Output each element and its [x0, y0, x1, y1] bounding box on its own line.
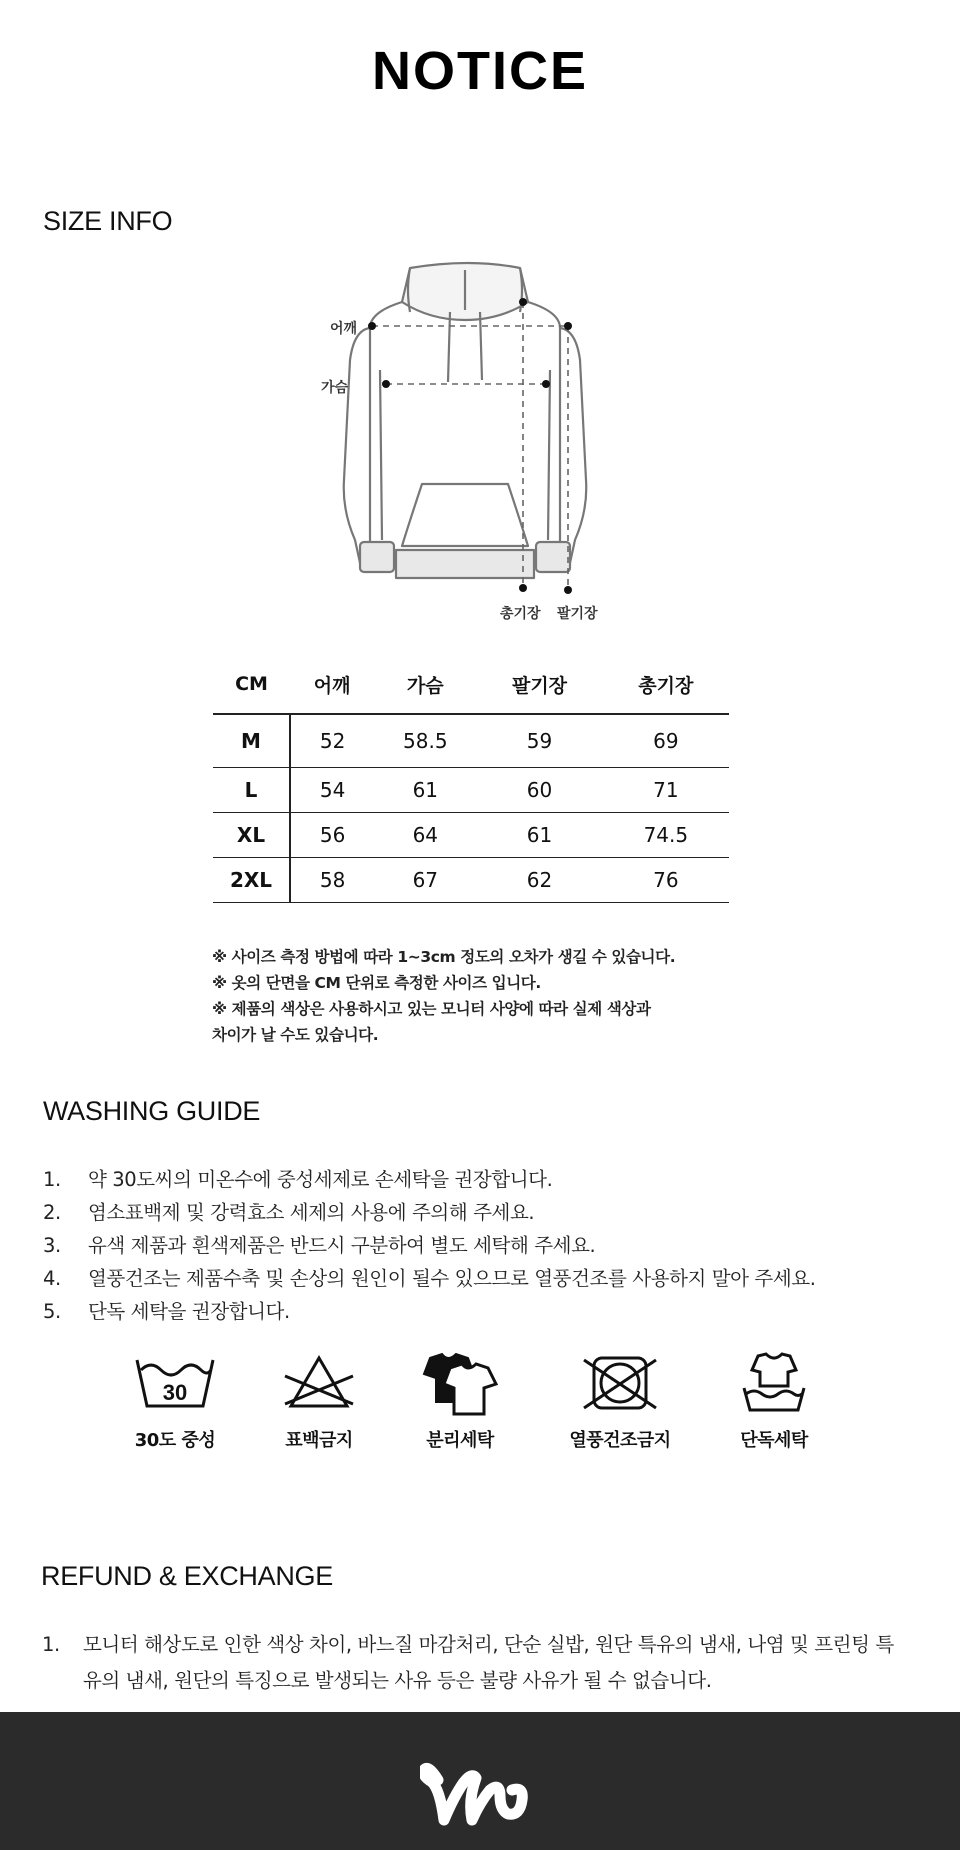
table-cell: 61 — [374, 768, 476, 813]
wash-30-icon — [133, 1350, 217, 1416]
table-cell: 60 — [476, 768, 602, 813]
wash-label: 분리세탁 — [426, 1430, 494, 1451]
list-text: 염소표백제 및 강력효소 세제의 사용에 주의해 주세요. — [88, 1201, 535, 1224]
table-cell: 2XL — [213, 858, 290, 903]
table-cell: 59 — [476, 714, 602, 768]
wash-label: 30도 중성 — [134, 1430, 216, 1451]
table-cell: 71 — [603, 768, 729, 813]
wash-alone-icon — [732, 1350, 816, 1416]
no-tumble-dry-item — [550, 1350, 690, 1452]
washing-guide-list — [43, 1163, 816, 1328]
list-item — [43, 1295, 816, 1328]
table-cell: 69 — [603, 714, 729, 768]
table-cell: 52 — [290, 714, 374, 768]
wash-temp-text: 30 — [162, 1380, 188, 1405]
size-table-header-row — [213, 655, 729, 714]
table-cell: 74.5 — [603, 813, 729, 858]
diagram-label-chest: 가슴 — [321, 380, 349, 396]
list-item — [43, 1262, 816, 1295]
size-table — [213, 655, 729, 903]
list-number: 4. — [43, 1267, 61, 1290]
size-info-heading: SIZE INFO — [43, 206, 173, 236]
table-header: 팔기장 — [476, 655, 602, 714]
list-text: 유색 제품과 흰색제품은 반드시 구분하여 별도 세탁해 주세요. — [88, 1234, 596, 1257]
no-bleach-icon — [277, 1350, 361, 1416]
table-cell: L — [213, 768, 290, 813]
table-row — [213, 813, 729, 858]
washing-guide-heading: WASHING GUIDE — [43, 1096, 261, 1126]
diagram-label-shoulder: 어깨 — [330, 321, 358, 337]
table-cell: 61 — [476, 813, 602, 858]
table-cell: M — [213, 714, 290, 768]
table-cell: 54 — [290, 768, 374, 813]
wash-label: 표백금지 — [285, 1430, 353, 1451]
size-notes — [212, 944, 675, 1048]
size-note: ※ 사이즈 측정 방법에 따라 1~3cm 정도의 오차가 생길 수 있습니다. — [212, 948, 676, 966]
table-cell: 67 — [374, 858, 476, 903]
list-text: 모니터 해상도로 인한 색상 차이, 바느질 마감처리, 단순 실밥, 원단 특유의 냄새, 나염 및 프린팅 특유의 냄새, 원단의 특징으로 발생되는 사유 등은 불량 사유가 될 수 없습니다. — [83, 1633, 894, 1692]
refund-heading: REFUND & EXCHANGE — [41, 1561, 333, 1591]
table-header: 어깨 — [290, 655, 374, 714]
table-cell: 58.5 — [374, 714, 476, 768]
wash-30-item — [105, 1350, 245, 1452]
list-text: 약 30도씨의 미온수에 중성세제로 손세탁을 권장합니다. — [88, 1168, 553, 1191]
table-row — [213, 714, 729, 768]
table-row — [213, 768, 729, 813]
size-note: ※ 제품의 색상은 사용하시고 있는 모니터 사양에 따라 실제 색상과 — [212, 1000, 651, 1018]
list-item — [43, 1196, 816, 1229]
table-cell: 64 — [374, 813, 476, 858]
table-cell: 62 — [476, 858, 602, 903]
table-cell: 58 — [290, 858, 374, 903]
table-header: 가슴 — [374, 655, 476, 714]
no-bleach-item — [249, 1350, 389, 1452]
list-number: 1. — [42, 1633, 60, 1656]
list-item — [42, 1627, 903, 1699]
wash-alone-item — [704, 1350, 844, 1452]
list-number: 2. — [43, 1201, 61, 1224]
hoodie-diagram-icon — [310, 250, 650, 630]
wash-label: 열풍건조금지 — [569, 1430, 671, 1451]
list-number: 1. — [43, 1168, 61, 1191]
list-number: 3. — [43, 1234, 61, 1257]
page-title: NOTICE — [371, 41, 588, 101]
brand-logo-icon[interactable] — [420, 1760, 530, 1830]
wash-label: 단독세탁 — [740, 1430, 808, 1451]
table-cell: 76 — [603, 858, 729, 903]
table-header: CM — [213, 655, 290, 714]
table-header: 총기장 — [603, 655, 729, 714]
separate-wash-icon — [418, 1350, 502, 1416]
diagram-label-total-length: 총기장 — [500, 606, 541, 622]
table-cell: XL — [213, 813, 290, 858]
list-item — [43, 1163, 816, 1196]
separate-wash-item — [390, 1350, 530, 1452]
diagram-label-sleeve-length: 팔기장 — [557, 606, 598, 622]
refund-list — [42, 1627, 903, 1699]
list-number: 5. — [43, 1300, 61, 1323]
list-text: 열풍건조는 제품수축 및 손상의 원인이 될수 있으므로 열풍건조를 사용하지 말아 주세요. — [88, 1267, 816, 1290]
table-cell: 56 — [290, 813, 374, 858]
size-note: 차이가 날 수도 있습니다. — [212, 1026, 379, 1044]
no-tumble-dry-icon — [578, 1350, 662, 1416]
size-note: ※ 옷의 단면을 CM 단위로 측정한 사이즈 입니다. — [212, 974, 541, 992]
table-row — [213, 858, 729, 903]
list-text: 단독 세탁을 권장합니다. — [88, 1300, 290, 1323]
list-item — [43, 1229, 816, 1262]
